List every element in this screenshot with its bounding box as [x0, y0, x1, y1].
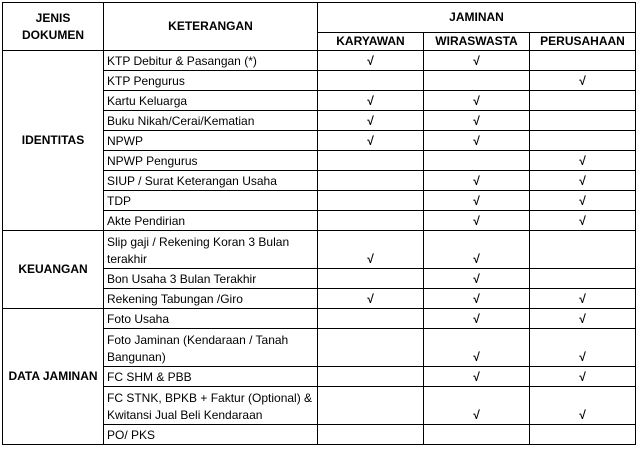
- document-label: NPWP: [104, 131, 318, 151]
- table-row: [3, 51, 636, 71]
- check-cell-perusahaan: [530, 111, 636, 131]
- check-cell-karyawan: [318, 151, 424, 171]
- header-jaminan: JAMINAN: [318, 3, 636, 33]
- check-cell-karyawan: [318, 329, 424, 367]
- document-label: Bon Usaha 3 Bulan Terakhir: [104, 269, 318, 289]
- check-cell-perusahaan: [530, 269, 636, 289]
- check-cell-wiraswasta: √: [424, 269, 530, 289]
- check-cell-karyawan: √: [318, 231, 424, 269]
- check-cell-perusahaan: √: [530, 151, 636, 171]
- check-cell-karyawan: √: [318, 289, 424, 309]
- check-cell-perusahaan: √: [530, 191, 636, 211]
- header-perusahaan: PERUSAHAAN: [530, 33, 636, 51]
- check-cell-perusahaan: [530, 51, 636, 71]
- document-label: Akte Pendirian: [104, 211, 318, 231]
- check-cell-perusahaan: √: [530, 289, 636, 309]
- check-cell-wiraswasta: √: [424, 309, 530, 329]
- check-cell-wiraswasta: √: [424, 131, 530, 151]
- document-requirements-table: [2, 2, 636, 445]
- check-cell-wiraswasta: √: [424, 111, 530, 131]
- check-cell-karyawan: √: [318, 51, 424, 71]
- check-cell-perusahaan: √: [530, 329, 636, 367]
- document-label: Buku Nikah/Cerai/Kematian: [104, 111, 318, 131]
- document-label: FC STNK, BPKB + Faktur (Optional) & Kwitansi Jual Beli Kendaraan: [104, 387, 318, 425]
- check-cell-karyawan: √: [318, 111, 424, 131]
- check-cell-wiraswasta: √: [424, 91, 530, 111]
- check-cell-perusahaan: √: [530, 211, 636, 231]
- check-cell-wiraswasta: √: [424, 211, 530, 231]
- check-cell-karyawan: [318, 171, 424, 191]
- check-cell-wiraswasta: √: [424, 367, 530, 387]
- document-label: Foto Usaha: [104, 309, 318, 329]
- check-cell-karyawan: √: [318, 91, 424, 111]
- check-cell-perusahaan: √: [530, 309, 636, 329]
- header-jenis-dokumen: JENIS DOKUMEN: [3, 3, 104, 51]
- check-cell-karyawan: [318, 309, 424, 329]
- document-label: Slip gaji / Rekening Koran 3 Bulan terakhir: [104, 231, 318, 269]
- check-cell-karyawan: [318, 425, 424, 445]
- check-cell-karyawan: [318, 71, 424, 91]
- header-wiraswasta: WIRASWASTA: [424, 33, 530, 51]
- check-cell-karyawan: [318, 191, 424, 211]
- check-cell-perusahaan: [530, 91, 636, 111]
- check-cell-wiraswasta: √: [424, 387, 530, 425]
- check-cell-perusahaan: √: [530, 71, 636, 91]
- document-label: KTP Debitur & Pasangan (*): [104, 51, 318, 71]
- table-row: [3, 231, 636, 269]
- check-cell-wiraswasta: √: [424, 191, 530, 211]
- check-cell-perusahaan: [530, 425, 636, 445]
- check-cell-karyawan: [318, 387, 424, 425]
- document-label: PO/ PKS: [104, 425, 318, 445]
- table-body: [3, 51, 636, 445]
- document-label: Kartu Keluarga: [104, 91, 318, 111]
- document-label: Rekening Tabungan /Giro: [104, 289, 318, 309]
- check-cell-perusahaan: √: [530, 171, 636, 191]
- check-cell-karyawan: [318, 269, 424, 289]
- table-row: [3, 309, 636, 329]
- check-cell-wiraswasta: √: [424, 51, 530, 71]
- document-label: SIUP / Surat Keterangan Usaha: [104, 171, 318, 191]
- check-cell-perusahaan: [530, 231, 636, 269]
- check-cell-perusahaan: [530, 131, 636, 151]
- check-cell-wiraswasta: √: [424, 329, 530, 367]
- document-label: FC SHM & PBB: [104, 367, 318, 387]
- category-cell: KEUANGAN: [3, 231, 104, 309]
- header-keterangan: KETERANGAN: [104, 3, 318, 51]
- check-cell-karyawan: [318, 367, 424, 387]
- check-cell-perusahaan: √: [530, 387, 636, 425]
- check-cell-karyawan: √: [318, 131, 424, 151]
- check-cell-wiraswasta: [424, 425, 530, 445]
- document-label: KTP Pengurus: [104, 71, 318, 91]
- check-cell-perusahaan: √: [530, 367, 636, 387]
- document-label: TDP: [104, 191, 318, 211]
- category-cell: IDENTITAS: [3, 51, 104, 231]
- check-cell-wiraswasta: √: [424, 231, 530, 269]
- check-cell-wiraswasta: [424, 71, 530, 91]
- header-karyawan: KARYAWAN: [318, 33, 424, 51]
- check-cell-wiraswasta: √: [424, 171, 530, 191]
- category-cell: DATA JAMINAN: [3, 309, 104, 445]
- document-label: Foto Jaminan (Kendaraan / Tanah Bangunan): [104, 329, 318, 367]
- check-cell-wiraswasta: [424, 151, 530, 171]
- document-label: NPWP Pengurus: [104, 151, 318, 171]
- check-cell-karyawan: [318, 211, 424, 231]
- check-cell-wiraswasta: √: [424, 289, 530, 309]
